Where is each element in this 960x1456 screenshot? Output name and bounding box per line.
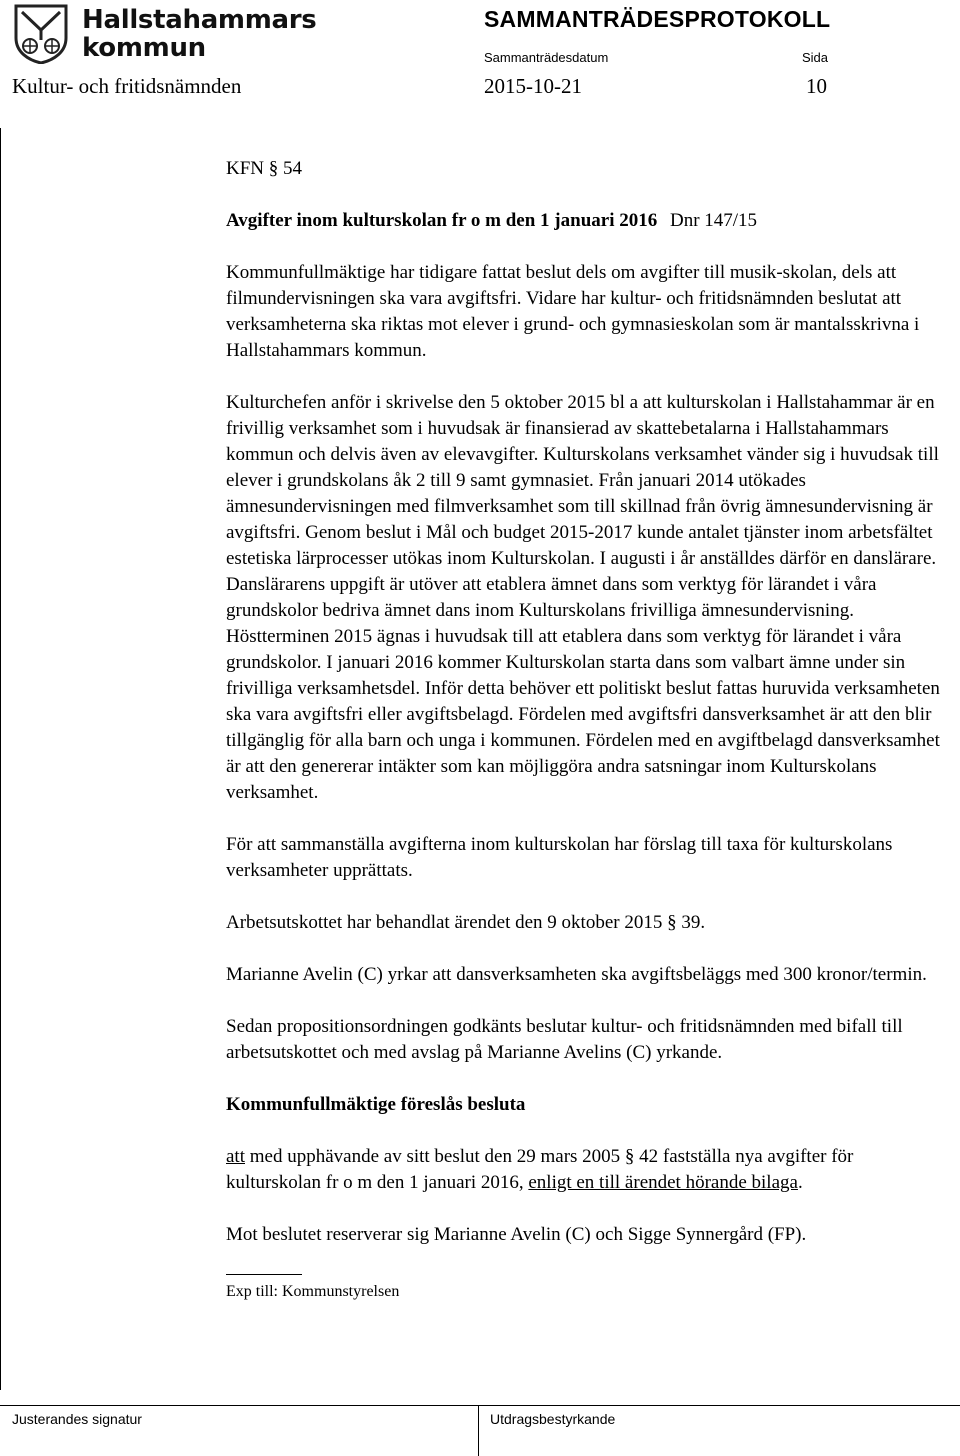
proposal-heading: Kommunfullmäktige föreslås besluta — [226, 1094, 526, 1115]
paragraph-3: För att sammanställa avgifterna inom kulturskolan har förslag till taxa för kulturskolans verksamheter upprättats. — [226, 834, 893, 881]
proposal-end: . — [797, 1172, 803, 1193]
section-title-line — [226, 208, 946, 234]
footer-rule — [0, 1405, 960, 1406]
coat-of-arms-icon — [12, 4, 70, 64]
committee-name: Kultur- och fritidsnämnden — [12, 74, 242, 98]
paragraph-1: Kommunfullmäktige har tidigare fattat beslut dels om avgifter till musik-skolan, dels att filmundervisningen ska vara avgiftsfri. Vidare har kultur- och fritidsnämnden beslutat att verksamheterna ska riktas mot elever i grund- och gymnasieskolan som är mantalsskrivna i Hallstahammars kommun. — [226, 262, 920, 361]
paragraph-6: Sedan propositionsordningen godkänts beslutar kultur- och fritidsnämnden med bifall till arbetsutskottet och med avslag på Marianne Avelins (C) yrkande. — [226, 1016, 903, 1063]
paragraph-5: Marianne Avelin (C) yrkar att dansverksamheten ska avgiftsbeläggs med 300 kronor/termin. — [226, 964, 927, 985]
proposal-att: att — [226, 1146, 245, 1167]
section-id: KFN § 54 — [226, 158, 303, 179]
reservation-text: Mot beslutet reserverar sig Marianne Avelin (C) och Sigge Synnergård (FP). — [226, 1224, 807, 1245]
date-label: Sammanträdesdatum — [484, 50, 609, 65]
municipality-logo — [8, 4, 317, 64]
dnr: Dnr 147/15 — [669, 210, 758, 231]
page-number: 10 — [806, 74, 827, 98]
logo-line-1: Hallstahammars — [82, 5, 317, 35]
main-content — [226, 156, 946, 1303]
signature-label: Justerandes signatur — [12, 1411, 142, 1427]
footer-separator — [478, 1405, 479, 1456]
extract-label: Utdragsbestyrkande — [490, 1411, 616, 1427]
page-label: Sida — [802, 50, 829, 65]
attachment-link[interactable]: enligt en till ärendet hörande bilaga — [528, 1172, 798, 1193]
logo-line-2: kommun — [82, 33, 206, 63]
paragraph-4: Arbetsutskottet har behandlat ärendet den 9 oktober 2015 § 39. — [226, 912, 706, 933]
paragraph-2: Kulturchefen anför i skrivelse den 5 oktober 2015 bl a att kulturskolan i Hallstahammar är en frivillig verksamhet som i huvudsak är finansierad av skattebetalarna i Hallstahammars kommun och delvis även av elevavgifter. Kulturskolans verksamhet vänder sig i huvudsak till elever i grundskolans åk 2 till 9 samt gymnasiet. Från januari 2014 utökades ämnesundervisningen med filmverksamhet som till skillnad från övrig ämnesundervisning är avgiftsfri. Genom beslut i Mål och budget 2015-2017 kunde antalet tjänster inom arbetsfältet estetiska lärprocesser utökas inom Kulturskolan. I augusti i år anställdes därför en danslärare. Danslärarens uppgift är utöver att etablera ämnet dans som verktyg för lärandet i våra grundskolor bedriva ämnet dans inom Kulturskolans frivilliga ämnesundervisning. Höstterminen 2015 ägnas i huvudsak till att etablera dans som verktyg för lärandet i våra grundskolor. I januari 2016 kommer Kulturskolan starta dans som valbart ämne under sin frivilliga verksamhetsdel. Inför detta behöver ett politiskt beslut fattas huruvida verksamheten ska vara avgiftsfri eller avgiftsbelagd. Fördelen med avgiftsfri dansverksamhet är att den blir tillgänglig för alla barn och unga i kommunen. Fördelen med en avgiftbelagd dansverksamhet är att den genererar intäkter som kan möjliggöra andra satsningar inom Kulturskolans verksamhet. — [226, 392, 940, 803]
proposal-text — [226, 1144, 946, 1196]
meeting-date: 2015-10-21 — [484, 74, 582, 98]
logo-text — [82, 6, 316, 62]
proposal-body: med upphävande av sitt beslut den 29 mars 2005 § 42 fastställa nya avgifter för kulturskolan fr o m den 1 januari 2016, — [226, 1146, 854, 1193]
exp-divider — [226, 1274, 302, 1275]
section-title: Avgifter inom kulturskolan fr o m den 1 januari 2016 — [226, 210, 658, 231]
exp-line: Exp till: Kommunstyrelsen — [226, 1283, 400, 1300]
left-margin-rule — [0, 128, 1, 1390]
protocol-title: SAMMANTRÄDESPROTOKOLL — [484, 6, 831, 32]
